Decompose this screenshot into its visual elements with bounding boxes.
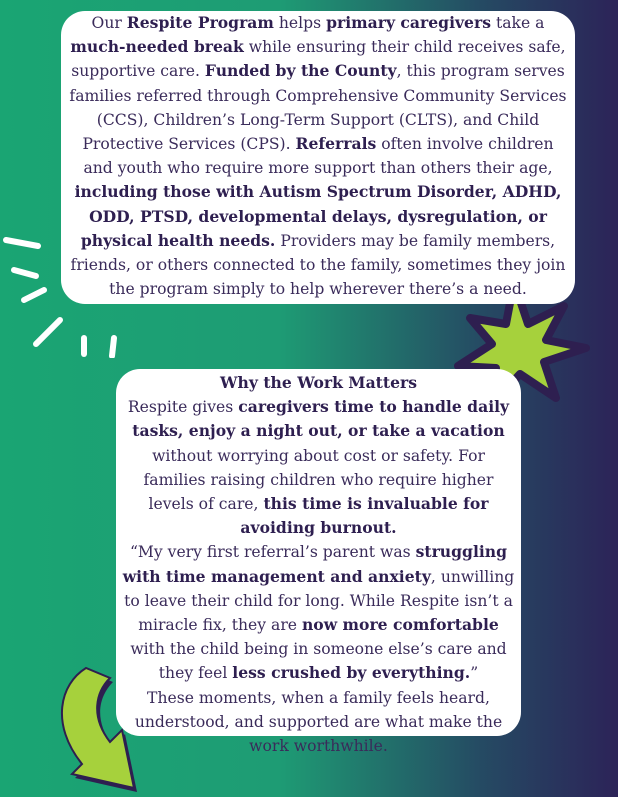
caregiver-benefit-text: [120, 395, 517, 540]
quote-segment: with the child being in someone else’s care and they feel: [130, 640, 507, 683]
quote-segment: , unwilling to leave their child for long. While Respite isn’t a miracle fix, they are: [124, 567, 515, 635]
overview-emphasis: primary caregivers: [326, 13, 491, 32]
section-heading: Why the Work Matters: [219, 373, 417, 392]
benefit-emphasis: caregivers time to handle daily tasks, enjoy a night out, or take a vacation: [132, 397, 510, 441]
overview-segment: helps: [273, 14, 327, 32]
benefit-segment: Respite gives: [127, 398, 239, 417]
benefit-segment: without worrying about cost or safety. For families raising children who require higher levels of care,: [143, 446, 494, 514]
provider-quote: [120, 540, 517, 685]
benefit-emphasis: this time is invaluable for avoiding burnout.: [240, 494, 489, 538]
quote-segment: “My very first referral’s parent was: [129, 543, 416, 562]
overview-segment: , this program serves families referred through Comprehensive Community Services (CCS), Children’s Long-Term Support (CLTS), and Child Protective Services (CPS).: [69, 62, 567, 154]
overview-emphasis: much-needed break: [70, 37, 244, 57]
closing-text: These moments, when a family feels heard, understood, and supported are what make the work worthwhile.: [134, 688, 503, 756]
overview-segment: take a: [490, 14, 545, 32]
quote-segment: ”: [470, 664, 479, 683]
overview-segment: often involve children and youth who require more support than others their age,: [83, 135, 554, 178]
quote-emphasis: now more comfortable: [301, 615, 499, 635]
overview-segment: Providers may be family members, friends, or others connected to the family, sometimes they join the program simply to help wherever there’s a need.: [70, 231, 566, 299]
quote-emphasis: less crushed by everything.: [232, 663, 471, 683]
overview-emphasis: Referrals: [295, 134, 377, 154]
overview-segment: Our: [91, 14, 127, 32]
why-work-matters-card: [116, 369, 521, 756]
quote-emphasis: struggling with time management and anxiety: [122, 542, 508, 586]
overview-emphasis: Funded by the County: [204, 61, 397, 81]
program-overview-text: [68, 11, 568, 301]
overview-segment: while ensuring their child receives safe, supportive care.: [71, 38, 566, 81]
overview-emphasis: including those with Autism Spectrum Disorder, ADHD, ODD, PTSD, developmental delays, dysregulation, or physical health needs.: [74, 182, 562, 250]
overview-emphasis: Respite Program: [126, 13, 274, 32]
program-overview-card: [61, 11, 575, 304]
